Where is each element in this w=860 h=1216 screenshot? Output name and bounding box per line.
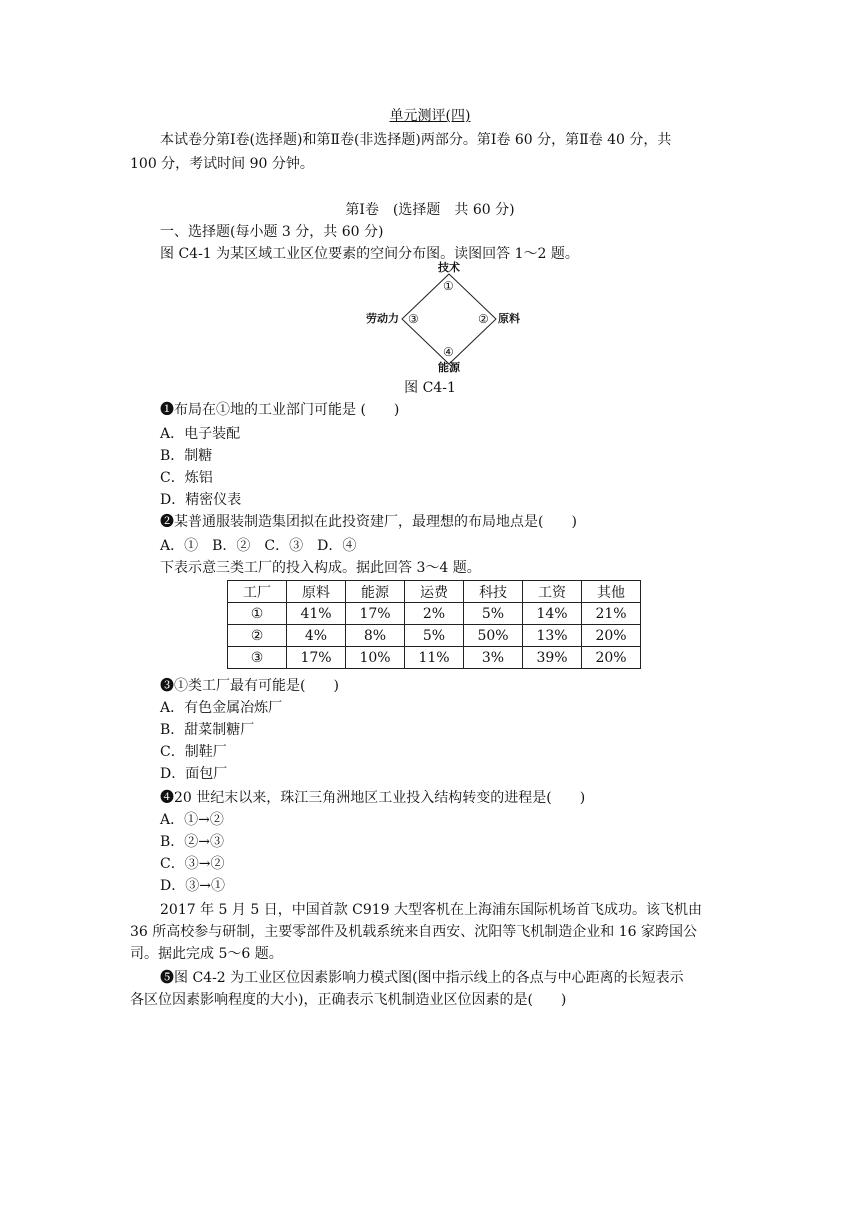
section1-heading: 一、选择题(每小题 3 分，共 60 分)	[160, 224, 384, 240]
table-header: 能源	[346, 581, 405, 603]
table-cell: ③	[228, 647, 287, 669]
part1-heading: 第Ⅰ卷 (选择题 共 60 分)	[345, 202, 515, 218]
fig1-label-left: 劳动力	[366, 312, 399, 325]
table-cell: 41%	[287, 603, 346, 625]
fig1-caption: 图 C4-1	[404, 380, 456, 396]
q3-option-c: C．制鞋厂	[160, 744, 227, 760]
fig1-label-bottom: 能源	[438, 361, 460, 374]
table-cell: 2%	[405, 603, 464, 625]
q1-option-d: D．精密仪表	[160, 492, 242, 508]
table-cell: 20%	[582, 625, 641, 647]
intro-line-1: 本试卷分第Ⅰ卷(选择题)和第Ⅱ卷(非选择题)两部分。第Ⅰ卷 60 分，第Ⅱ卷 40 分，共	[160, 132, 672, 148]
page-title: 单元测评(四)	[389, 108, 471, 124]
table-row	[228, 603, 641, 625]
table-row	[228, 625, 641, 647]
passage-line-3: 司。据此完成 5～6 题。	[130, 946, 283, 962]
q3-option-a: A．有色金属冶炼厂	[160, 700, 283, 716]
fig1-num-4: ④	[443, 345, 454, 359]
fig1-num-3: ③	[408, 312, 419, 326]
table-cell: 5%	[405, 625, 464, 647]
q1-option-c: C．炼铝	[160, 470, 213, 486]
table-header-row	[228, 581, 641, 603]
q5-stem-line-2: 各区位因素影响程度的大小)，正确表示飞机制造业区位因素的是( )	[130, 992, 567, 1008]
table-cell: 17%	[287, 647, 346, 669]
fig1-label-top: 技术	[438, 261, 460, 274]
q4-option-c: C．③→②	[160, 856, 225, 872]
passage-line-2: 36 所高校参与研制，主要零部件及机载系统来自西安、沈阳等飞机制造企业和 16 家跨国公	[130, 924, 697, 940]
table-header: 其他	[582, 581, 641, 603]
table-cell: 5%	[464, 603, 523, 625]
inputs-table	[227, 580, 641, 669]
table-intro: 下表示意三类工厂的投入构成。据此回答 3～4 题。	[160, 560, 481, 576]
table-cell: 14%	[523, 603, 582, 625]
q4-stem: ❹20 世纪末以来，珠江三角洲地区工业投入结构转变的进程是( )	[160, 790, 586, 806]
table-row	[228, 647, 641, 669]
table-cell: ②	[228, 625, 287, 647]
table-header: 科技	[464, 581, 523, 603]
q3-option-b: B．甜菜制糖厂	[160, 722, 255, 738]
table-cell: 21%	[582, 603, 641, 625]
intro-line-2: 100 分，考试时间 90 分钟。	[130, 156, 314, 172]
table-cell: 11%	[405, 647, 464, 669]
table-cell: 17%	[346, 603, 405, 625]
fig1-diagram	[358, 262, 528, 374]
q1-stem: ❶布局在①地的工业部门可能是 ( )	[160, 402, 400, 418]
passage-line-1: 2017 年 5 月 5 日，中国首款 C919 大型客机在上海浦东国际机场首飞成功。该飞机由	[160, 902, 703, 918]
table-cell: 3%	[464, 647, 523, 669]
fig1-num-1: ①	[443, 279, 454, 293]
table-cell: 20%	[582, 647, 641, 669]
fig1-num-2: ②	[478, 312, 489, 326]
table-cell: 50%	[464, 625, 523, 647]
q2-stem: ❷某普通服装制造集团拟在此投资建厂，最理想的布局地点是( )	[160, 514, 577, 530]
q1-option-b: B．制糖	[160, 448, 213, 464]
q4-option-a: A．①→②	[160, 812, 224, 828]
fig1-intro: 图 C4-1 为某区域工业区位要素的空间分布图。读图回答 1～2 题。	[160, 246, 579, 262]
q3-stem: ❸①类工厂最有可能是( )	[160, 678, 339, 694]
q4-option-d: D．③→①	[160, 878, 225, 894]
table-cell: 8%	[346, 625, 405, 647]
table-cell: 10%	[346, 647, 405, 669]
q1-option-a: A．电子装配	[160, 426, 241, 442]
q2-options: A．① B．② C．③ D．④	[160, 538, 357, 554]
table-header: 原料	[287, 581, 346, 603]
table-cell: ①	[228, 603, 287, 625]
q4-option-b: B．②→③	[160, 834, 225, 850]
q3-option-d: D．面包厂	[160, 766, 228, 782]
table-cell: 4%	[287, 625, 346, 647]
table-cell: 39%	[523, 647, 582, 669]
fig1-label-right: 原料	[498, 312, 520, 325]
q5-stem-line-1: ❺图 C4-2 为工业区位因素影响力模式图(图中指示线上的各点与中心距离的长短表示	[160, 970, 684, 986]
table-header: 工厂	[228, 581, 287, 603]
table-header: 运费	[405, 581, 464, 603]
table-cell: 13%	[523, 625, 582, 647]
table-header: 工资	[523, 581, 582, 603]
